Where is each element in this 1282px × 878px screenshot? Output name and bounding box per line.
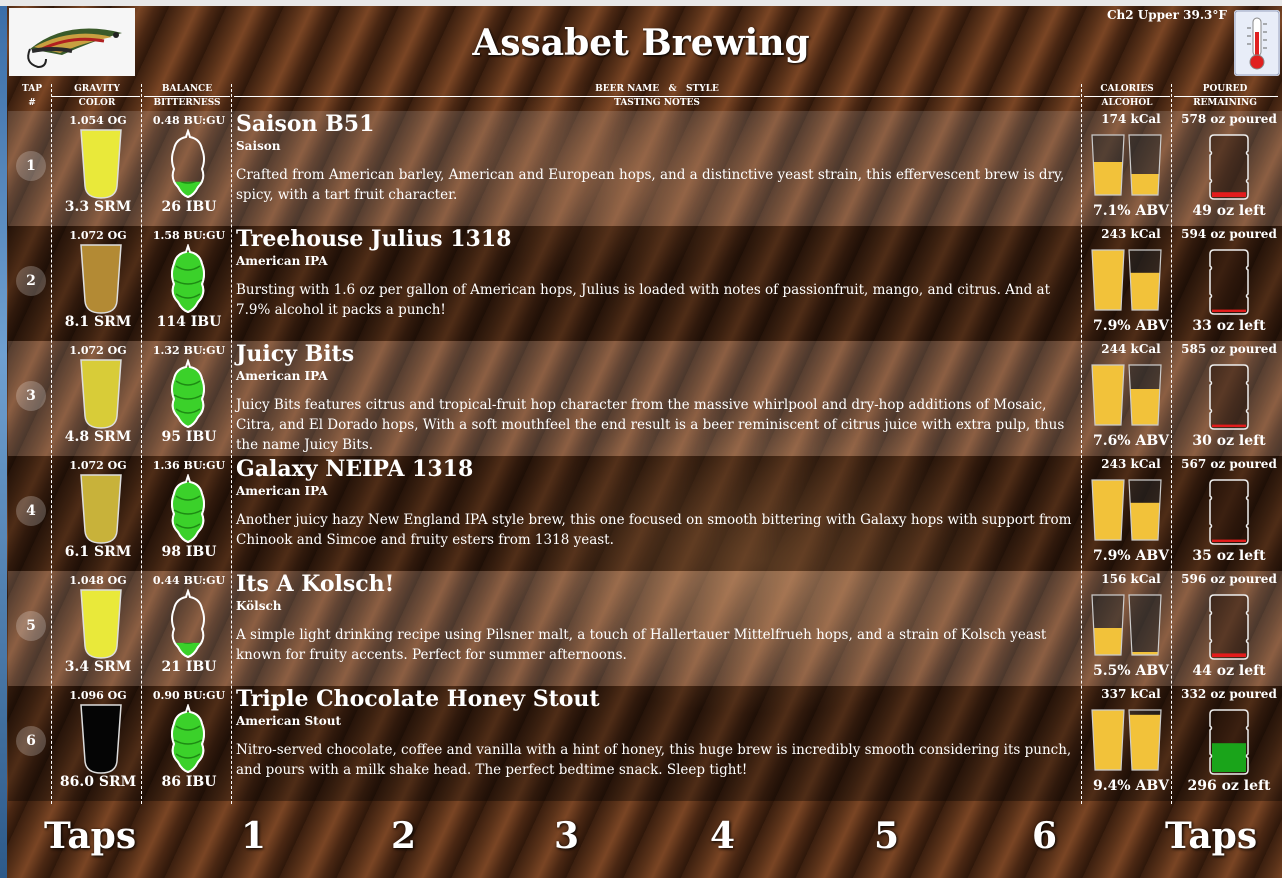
original-gravity: 1.072 OG <box>69 344 127 357</box>
footer-tap-number: 3 <box>554 815 580 857</box>
beer-style: Kölsch <box>236 599 282 613</box>
poured-amount: 332 oz poured <box>1181 687 1277 701</box>
remaining-amount: 30 oz left <box>1192 433 1266 449</box>
alcohol-glass-icon <box>1127 131 1163 203</box>
header-poured-label: POURED <box>1202 84 1248 94</box>
tasting-notes: Crafted from American barley, American and European hops, and a distinctive yeast strain, this effervescent brew is dry, spicy, with a tart fruit character. <box>236 167 1065 203</box>
ibu-value: 86 IBU <box>161 774 217 790</box>
ibu-value: 98 IBU <box>161 544 217 560</box>
header-color-label: COLOR <box>78 98 116 108</box>
header-beer-name-label: BEER NAME & STYLE <box>595 84 719 94</box>
abv-value: 7.6% ABV <box>1092 433 1170 449</box>
header-alcohol-label: ALCOHOL <box>1101 98 1153 108</box>
footer-taps-left: Taps <box>44 815 137 857</box>
header-bitterness-label: BITTERNESS <box>153 98 221 108</box>
header-tap <box>14 82 50 110</box>
abv-value: 7.9% ABV <box>1092 548 1170 564</box>
header-tap-sub: # <box>28 98 36 108</box>
header-calories-label: CALORIES <box>1100 84 1154 94</box>
ibu-value: 21 IBU <box>161 659 217 675</box>
beer-color-pint-icon <box>78 358 124 434</box>
tap-number-badge: 6 <box>16 726 46 756</box>
keg-level-icon <box>1206 361 1252 435</box>
beer-style: American IPA <box>236 484 328 498</box>
calories-glass-icon <box>1090 706 1126 778</box>
beer-color-pint-icon <box>78 243 124 319</box>
beer-name: Saison B51 <box>236 111 375 137</box>
tap-number-badge: 1 <box>16 151 46 181</box>
footer-taps-right: Taps <box>1165 815 1258 857</box>
header-balance-label: BALANCE <box>161 84 213 94</box>
beer-color-pint-icon <box>78 703 124 779</box>
header-gravity-label: GRAVITY <box>74 84 120 94</box>
remaining-amount: 35 oz left <box>1192 548 1266 564</box>
beer-style: American Stout <box>236 714 341 728</box>
bu-gu-ratio: 1.58 BU:GU <box>152 229 226 242</box>
original-gravity: 1.096 OG <box>69 689 127 702</box>
hop-bitterness-icon <box>166 704 210 778</box>
beer-color-pint-icon <box>78 128 124 204</box>
column-divider <box>1081 84 1082 804</box>
remaining-amount: 49 oz left <box>1192 203 1266 219</box>
footer-tap-number: 4 <box>710 815 736 857</box>
hop-bitterness-icon <box>166 474 210 548</box>
beer-name: Galaxy NEIPA 1318 <box>236 456 474 482</box>
column-divider <box>231 84 232 804</box>
beer-style: American IPA <box>236 369 328 383</box>
alcohol-glass-icon <box>1127 476 1163 548</box>
srm-value: 86.0 SRM <box>59 774 137 790</box>
original-gravity: 1.072 OG <box>69 229 127 242</box>
keg-level-icon <box>1206 591 1252 665</box>
beer-color-pint-icon <box>78 588 124 664</box>
beer-name: Treehouse Julius 1318 <box>236 226 512 252</box>
alcohol-glass-icon <box>1127 361 1163 433</box>
header-rule <box>1084 96 1170 97</box>
original-gravity: 1.072 OG <box>69 459 127 472</box>
tasting-notes: A simple light drinking recipe using Pilsner malt, a touch of Hallertauer Mittelfrueh hops, and a strain of Kolsch yeast known for fruity accents. Perfect for summer afternoons. <box>236 627 1047 663</box>
original-gravity: 1.054 OG <box>69 114 127 127</box>
bu-gu-ratio: 0.48 BU:GU <box>152 114 226 127</box>
bu-gu-ratio: 0.44 BU:GU <box>152 574 226 587</box>
abv-value: 7.9% ABV <box>1092 318 1170 334</box>
footer-tap-number: 6 <box>1032 815 1058 857</box>
calories-glass-icon <box>1090 476 1126 548</box>
remaining-amount: 33 oz left <box>1192 318 1266 334</box>
keg-level-icon <box>1206 246 1252 320</box>
beer-style: American IPA <box>236 254 328 268</box>
tasting-notes: Juicy Bits features citrus and tropical-fruit hop character from the massive whirlpool and dry-hop additions of Mosaic, Citra, and El Dorado hops, With a soft mouthfeel the end result is a beer reminiscent of citrus juice with extra pulp, thus the name Juicy Bits. <box>236 397 1065 453</box>
calories-glass-icon <box>1090 131 1126 203</box>
header-rule <box>234 96 1080 97</box>
alcohol-glass-icon <box>1127 706 1163 778</box>
header-rule <box>144 96 230 97</box>
beer-name: Triple Chocolate Honey Stout <box>236 686 600 712</box>
header-remaining-label: REMAINING <box>1193 98 1257 108</box>
tap-row <box>8 341 1282 456</box>
tap-row <box>8 571 1282 686</box>
tap-row <box>8 226 1282 341</box>
footer-tap-number: 1 <box>241 815 267 857</box>
alcohol-glass-icon <box>1127 591 1163 663</box>
calories-glass-icon <box>1090 246 1126 318</box>
remaining-amount: 296 oz left <box>1187 778 1271 794</box>
tasting-notes: Another juicy hazy New England IPA style brew, this one focused on smooth bittering with Galaxy hops with support from Chinook and Simcoe and fruity esters from 1318 yeast. <box>236 512 1072 548</box>
beer-style: Saison <box>236 139 281 153</box>
column-divider <box>1171 84 1172 804</box>
poured-amount: 585 oz poured <box>1181 342 1277 356</box>
ibu-value: 114 IBU <box>156 314 222 330</box>
calories-value: 243 kCal <box>1101 457 1161 471</box>
top-strip <box>0 0 1282 6</box>
thermometer-icon <box>1234 10 1280 76</box>
tap-number-badge: 4 <box>16 496 46 526</box>
header-tap-label: TAP <box>22 84 42 94</box>
tasting-notes: Nitro-served chocolate, coffee and vanilla with a hint of honey, this huge brew is incredibly smooth considering its punch, and pours with a milk shake head. The perfect bedtime snack. Sleep tight! <box>236 742 1072 778</box>
column-divider <box>141 84 142 804</box>
srm-value: 6.1 SRM <box>64 544 132 560</box>
poured-amount: 596 oz poured <box>1181 572 1277 586</box>
brewery-title: Assabet Brewing <box>472 22 810 64</box>
calories-value: 156 kCal <box>1101 572 1161 586</box>
hop-bitterness-icon <box>166 129 210 203</box>
ibu-value: 95 IBU <box>161 429 217 445</box>
temperature-readout: Ch2 Upper 39.3°F <box>1107 8 1227 22</box>
srm-value: 8.1 SRM <box>64 314 132 330</box>
abv-value: 9.4% ABV <box>1092 778 1170 794</box>
poured-amount: 567 oz poured <box>1181 457 1277 471</box>
original-gravity: 1.048 OG <box>69 574 127 587</box>
remaining-amount: 44 oz left <box>1192 663 1266 679</box>
poured-amount: 594 oz poured <box>1181 227 1277 241</box>
ibu-value: 26 IBU <box>161 199 217 215</box>
footer-tap-number: 2 <box>391 815 417 857</box>
calories-value: 337 kCal <box>1101 687 1161 701</box>
keg-level-icon <box>1206 476 1252 550</box>
poured-amount: 578 oz poured <box>1181 112 1277 126</box>
footer-tap-number: 5 <box>874 815 900 857</box>
bu-gu-ratio: 1.32 BU:GU <box>152 344 226 357</box>
beer-color-pint-icon <box>78 473 124 549</box>
tasting-notes: Bursting with 1.6 oz per gallon of American hops, Julius is loaded with notes of passionfruit, mango, and citrus. And at 7.9% alcohol it packs a punch! <box>236 282 1051 318</box>
beer-name: Its A Kolsch! <box>236 571 395 597</box>
hop-bitterness-icon <box>166 359 210 433</box>
srm-value: 4.8 SRM <box>64 429 132 445</box>
beer-name: Juicy Bits <box>236 341 355 367</box>
desktop-edge <box>0 6 7 878</box>
tap-number-badge: 5 <box>16 611 46 641</box>
calories-glass-icon <box>1090 361 1126 433</box>
tap-row <box>8 686 1282 801</box>
calories-value: 244 kCal <box>1101 342 1161 356</box>
tap-number-badge: 3 <box>16 381 46 411</box>
srm-value: 3.4 SRM <box>64 659 132 675</box>
tap-row <box>8 456 1282 571</box>
keg-level-icon <box>1206 131 1252 205</box>
calories-value: 174 kCal <box>1101 112 1161 126</box>
header-tasting-notes-label: TASTING NOTES <box>614 98 700 108</box>
calories-glass-icon <box>1090 591 1126 663</box>
header-rule <box>1174 96 1278 97</box>
abv-value: 7.1% ABV <box>1092 203 1170 219</box>
bu-gu-ratio: 0.90 BU:GU <box>152 689 226 702</box>
alcohol-glass-icon <box>1127 246 1163 318</box>
hop-bitterness-icon <box>166 589 210 663</box>
column-divider <box>51 84 52 804</box>
calories-value: 243 kCal <box>1101 227 1161 241</box>
bu-gu-ratio: 1.36 BU:GU <box>152 459 226 472</box>
abv-value: 5.5% ABV <box>1092 663 1170 679</box>
header-rule <box>52 96 140 97</box>
keg-level-icon <box>1206 706 1252 780</box>
tap-row <box>8 111 1282 226</box>
srm-value: 3.3 SRM <box>64 199 132 215</box>
tap-number-badge: 2 <box>16 266 46 296</box>
hop-bitterness-icon <box>166 244 210 318</box>
